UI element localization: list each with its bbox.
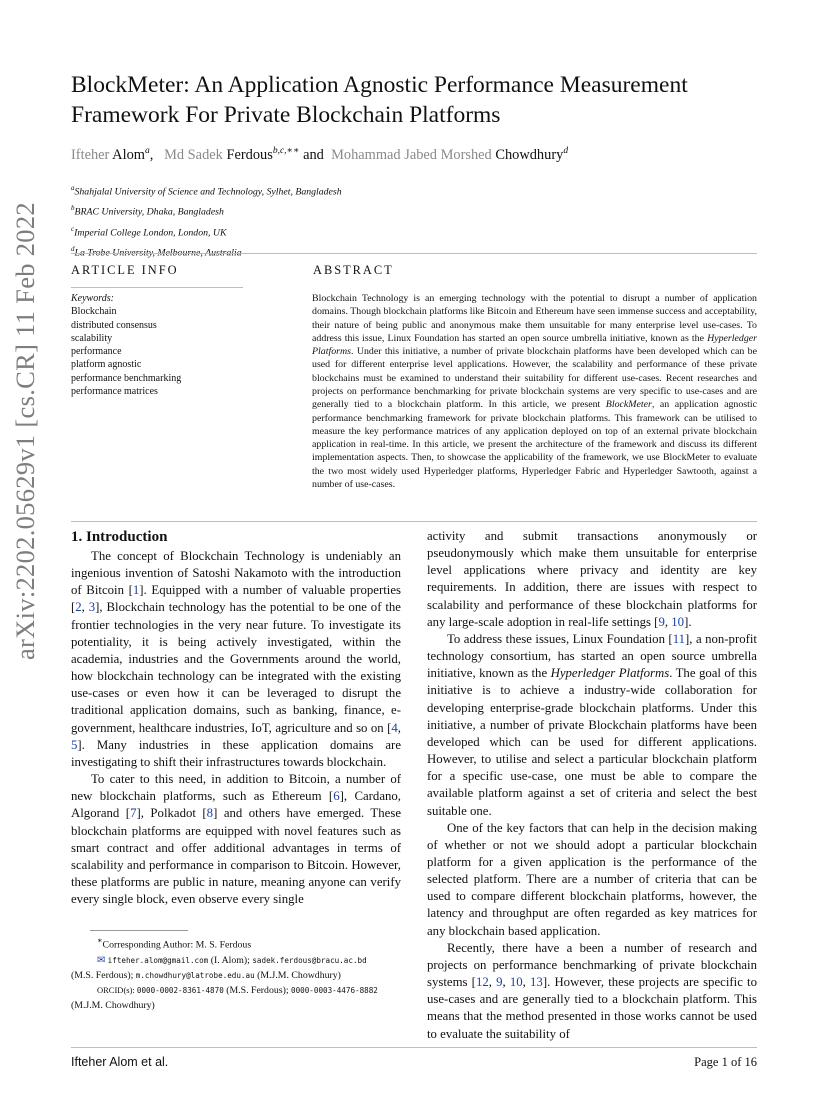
affiliation-sup: d — [71, 245, 75, 254]
footnote-line — [71, 998, 403, 1013]
author-and: and — [303, 146, 324, 163]
affiliation-sup: b — [71, 204, 75, 213]
author-family-name: Ferdous — [226, 146, 273, 163]
envelope-icon: ✉ — [97, 954, 106, 966]
email-link[interactable]: ifteher.alom@gmail.com — [107, 955, 209, 965]
orcid-link[interactable]: 0000-0003-4476-8882 — [291, 986, 378, 996]
text-run: , — [502, 975, 510, 990]
paragraph — [71, 771, 401, 908]
text-run: ], Blockchain technology has the potential to be one of the frontier technologies in the very near future. To investigate its potentiality, it is being actively investigated, within the academia, industries and the Governments around the world, how blockchain technology can be integrated with the existing use-cases or even how it can be leveraged to disrupt the traditional application domains, such as banking, finance, e-government, healthcare industries, IoT, agriculture and so on [ — [71, 600, 401, 735]
footnote-text: Corresponding Author: M. S. Ferdous — [102, 939, 252, 951]
section-heading-introduction: 1. Introduction — [71, 529, 168, 545]
email-link[interactable]: sadek.ferdous@bracu.ac.bd — [252, 955, 367, 965]
text-run: . The goal of this initiative is to achieve a industry-wide collaboration for developing enterprise-grade blockchain platforms. Under this initiative, a number of private Blockchain platforms have been developed which can be used for different applications. However, to utilise and select a particular blockchain platform for a specific use-case, one must be able to compare the available platform against a set of criteria and select the best suitable one. — [427, 666, 758, 818]
abstract-emphasis: BlockMeter — [605, 399, 652, 411]
orcid-link[interactable]: 0000-0002-8361-4870 — [136, 986, 224, 996]
text-run: ], a non-profit technology consortium, has started an open source umbrella initiative, known as the — [427, 631, 757, 681]
keywords-block — [71, 292, 291, 398]
author-affil-sup: a — [144, 146, 150, 156]
affiliation-item — [71, 180, 671, 200]
body-column-right — [427, 528, 757, 1043]
abstract-segment: . Under this initiative, a number of private blockchain platforms have been developed which can be used for different enterprise level applications. However, the scalability and performance of these private blockchains must be examined to understand their suitability for different use-cases. Recent researches and projects on performance benchmarking for private blockchain systems are very specific to use-cases and are generally tied to a blockchain platform. In this article, we present — [312, 346, 757, 411]
affiliation-text: Imperial College London, London, UK — [74, 227, 227, 239]
author-family-name: Chowdhury — [495, 146, 564, 163]
footnote-line — [71, 983, 403, 998]
author-given-name: Ifteher — [71, 146, 110, 163]
footnote-text: (I. Alom); — [208, 954, 253, 966]
keyword-item: Blockchain — [71, 306, 117, 318]
text-run: , — [397, 720, 401, 735]
citation-link[interactable]: 6 — [333, 789, 340, 804]
affiliation-text: Shahjalal University of Science and Technology, Sylhet, Bangladesh — [74, 186, 342, 198]
abstract-emphasis: Hyperledger Platforms — [312, 332, 757, 358]
affiliation-text: BRAC University, Dhaka, Bangladesh — [74, 206, 224, 218]
affiliation-sup: a — [71, 184, 75, 192]
footnote — [71, 933, 403, 1014]
text-run: To cater to this need, in addition to Bitcoin, a number of new blockchain platforms, such as Ethereum [ — [71, 772, 401, 804]
abstract-bottom-rule — [71, 521, 757, 522]
page-number: Page 1 of 16 — [694, 1055, 757, 1069]
text-run: , — [488, 975, 497, 990]
keyword-item: distributed consensus — [71, 319, 157, 331]
footnote-text: (M.J.M. Chowdhury) — [71, 1000, 155, 1012]
paragraph — [427, 940, 757, 1043]
text-run: ] and others have emerged. These blockchain platforms are equipped with novel features such as smart contract and offer additional advantages in terms of scalability and performance in comparison to Bitcoin. However, these platforms are public in nature, meaning anyone can verify every single block, even observe every single — [71, 806, 401, 907]
paragraph: One of the key factors that can help in the decision making of whether or not we should adopt a particular blockchain platform for a given application is the performance of the selected platform. There are a number of criteria that can be used to compare different blockchain platforms, however, the latency and throughput are often regarded as key matrices for any blockchain based application. — [427, 820, 757, 938]
citation-link[interactable]: 4 — [391, 720, 398, 735]
keywords-label: Keywords: — [71, 293, 114, 304]
footnote-text: (M.J.M. Chowdhury) — [254, 969, 341, 981]
footnote-text: (M.S. Ferdous); — [223, 985, 292, 997]
footnote-line — [71, 968, 403, 983]
footer-author: Ifteher Alom et al. — [71, 1055, 169, 1069]
affiliation-item — [71, 200, 671, 220]
author-given-name: Md Sadek — [164, 146, 223, 163]
author-affil-sup: b,c,∗∗ — [272, 146, 300, 156]
text-run: To address these issues, Linux Foundation [ — [447, 631, 673, 646]
footnote-marker: ∗ — [97, 936, 103, 945]
keyword-item: performance — [71, 346, 122, 358]
citation-link[interactable]: 11 — [672, 631, 686, 646]
citation-link[interactable]: 3 — [88, 600, 96, 615]
citation-link[interactable]: 12 — [475, 975, 489, 990]
paper-title: BlockMeter: An Application Agnostic Performance Measurement Framework For Private Blockchain Platforms — [71, 72, 688, 128]
article-info-rule — [71, 287, 243, 288]
footnote-line — [71, 953, 403, 968]
citation-link[interactable]: 8 — [206, 806, 214, 821]
text-run: The concept of Blockchain Technology is undeniably an ingenious invention of Satoshi Nakamoto with the introduction of Bitcoin [ — [71, 549, 401, 598]
text-run: ]. However, these projects are specific to use-cases and are generally tied to a blockchain platform. This means that the method presented in those works cannot be used to evaluate the suitability of — [427, 975, 757, 1041]
affiliation-sup: c — [71, 224, 75, 233]
text-run: ]. Equipped with a number of valuable properties [ — [71, 583, 401, 615]
orcid-label: ORCID(s): — [97, 985, 137, 996]
body-column-left — [71, 548, 401, 908]
abstract-segment: Blockchain Technology is an emerging technology with the potential to disrupt a number of application domains. Though blockchain platforms like Bitcoin and Ethereum have seen immense success and acceptability, their nature of being public and anonymous make them unsuitable for many enterprise level use-cases. To address this issue, Linux Foundation has started an open source umbrella initiative, known as the — [312, 293, 757, 344]
affiliation-text: La Trobe University, Melbourne, Australia — [74, 247, 242, 259]
header-rule — [71, 253, 757, 254]
citation-link[interactable]: 10 — [671, 614, 685, 629]
author-list: Ifteher Alom$^a$, Md Sadek Ferdous$^{b,c,∗∗}$ and Mohammad Jabed Morshed Chowdhury$^d$ — [71, 146, 569, 163]
author-affil-sup: d — [563, 146, 569, 156]
citation-link[interactable]: 5 — [71, 737, 78, 752]
citation-link[interactable]: 9 — [496, 975, 503, 990]
footer-rule — [71, 1047, 757, 1048]
text-run: activity and submit transactions anonymously or pseudonymously which make them unsuitable for enterprise level applications where privacy and identity are key requirements. In addition, there are issues with respect to scalability and performance of these blockchain platforms for any large-scale adoption in real-life settings [ — [427, 529, 757, 629]
affiliation-item — [71, 241, 671, 261]
paragraph — [427, 528, 757, 631]
text-run: ], Cardano, Algorand [ — [71, 789, 401, 821]
footnote-rule — [90, 930, 188, 931]
text-run: , — [522, 975, 531, 990]
author-given-name: Mohammad Jabed Morshed — [331, 146, 492, 163]
author-family-name: Alom — [112, 146, 145, 163]
citation-link[interactable]: 10 — [509, 975, 523, 990]
keyword-item: performance benchmarking — [71, 372, 182, 384]
email-link[interactable]: m.chowdhury@latrobe.edu.au — [135, 970, 255, 980]
keyword-item: performance matrices — [71, 386, 158, 398]
text-emphasis: Hyperledger Platforms — [550, 666, 670, 681]
footnote-text: (M.S. Ferdous); — [71, 969, 136, 981]
text-run: ], Polkadot [ — [136, 806, 207, 821]
text-run: , — [664, 614, 672, 629]
citation-link[interactable]: 9 — [658, 614, 665, 629]
paragraph — [427, 631, 757, 820]
citation-link[interactable]: 2 — [75, 600, 82, 615]
text-run: ]. Many industries in these application domains are investigating to shift their infrastructures towards blockchain. — [71, 737, 401, 769]
text-run: ]. — [684, 614, 692, 629]
text-run: Recently, there have a been a number of research and projects on performance benchmarking of private blockchain systems [ — [427, 940, 757, 990]
citation-link[interactable]: 7 — [130, 806, 137, 821]
abstract-heading: ABSTRACT — [313, 263, 394, 277]
footnote-line — [71, 933, 403, 953]
abstract-text — [312, 292, 757, 491]
affiliation-item — [71, 221, 671, 241]
keyword-item: scalability — [71, 332, 113, 344]
keyword-item: platform agnostic — [71, 359, 142, 371]
abstract-segment: , an application agnostic performance benchmarking framework for private blockchain platforms. This framework can be utilised to measure the key performance matrices of any application deployed on top of an external private blockchain application in real-time. In this article, we present the architecture of the framework and discuss its different implementation aspects. Then, to showcase the applicability of the framework, we use BlockMeter to evaluate the two most widely used Hyperledger platforms, Hyperledger Fabric and Hyperledger Sawtooth, against a number of use-cases. — [312, 399, 757, 490]
citation-link[interactable]: 1 — [132, 583, 140, 598]
article-info-heading: ARTICLE INFO — [71, 263, 179, 277]
paragraph — [71, 548, 401, 771]
citation-link[interactable]: 13 — [530, 975, 543, 990]
text-run: , — [81, 600, 89, 615]
arxiv-sidebar-stamp: arXiv:2202.05629v1 [cs.CR] 11 Feb 2022 — [10, 202, 40, 660]
affiliation-list — [71, 180, 671, 262]
